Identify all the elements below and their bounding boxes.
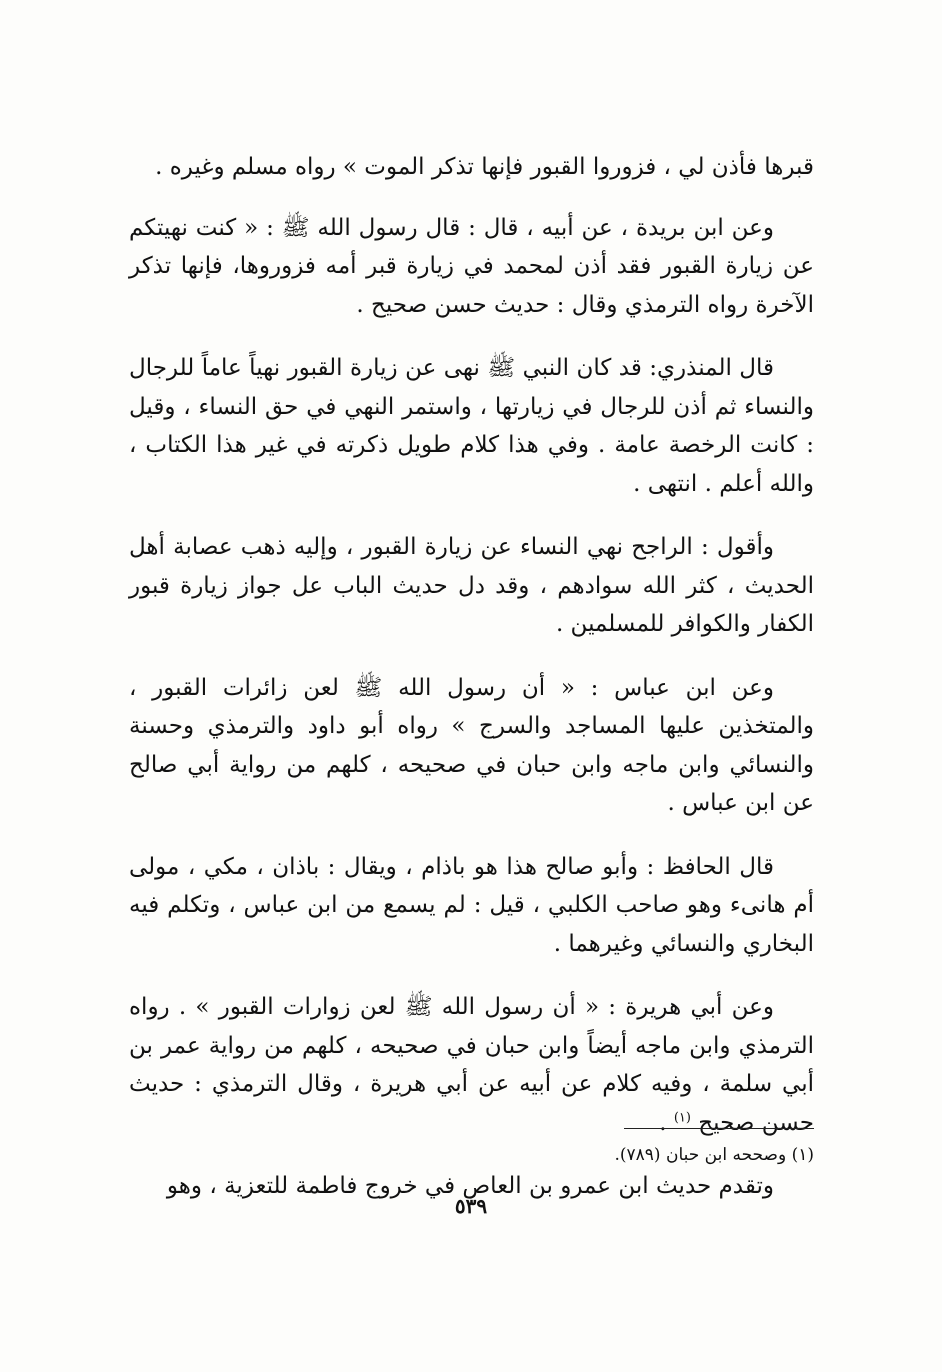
footnote-divider bbox=[624, 1128, 814, 1129]
paragraph-7-text: وعن أبي هريرة : « أن رسول الله ﷺ لعن زوارات القبور » . رواه الترمذي وابن ماجه أيضاً وابن حبان في صحيحه ، كلهم من رواية عمر بن أبي سلمة ، وفيه كلام عن أبيه عن أبي هريرة ، وقال الترمذي : حديث حسن صحيح bbox=[129, 994, 814, 1136]
paragraph-4: وأقول : الراجح نهي النساء عن زيارة القبور ، وإليه ذهب عصابة أهل الحديث ، كثر الله سوادهم ، وقد دل حديث الباب عل جواز زيارة قبور الكفار والكوافر للمسلمين . bbox=[129, 534, 814, 637]
main-text bbox=[129, 148, 814, 1231]
paragraph-1: قبرها فأذن لي ، فزوروا القبور فإنها تذكر الموت » رواه مسلم وغيره . bbox=[155, 154, 814, 180]
paragraph-3: قال المنذري: قد كان النبي ﷺ نهى عن زيارة القبور نهياً عاماً للرجال والنساء ثم أذن للرجال في زيارتها ، واستمر النهي في حق النساء ، وقيل : كانت الرخصة عامة . وفي هذا كلام طويل ذكرته في غير هذا الكتاب ، والله أعلم . انتهى . bbox=[129, 355, 814, 497]
paragraph-5: وعن ابن عباس : « أن رسول الله ﷺ لعن زائرات القبور ، والمتخذين عليها المساجد والسرج » رواه أبو داود والترمذي وحسنة والنسائي وابن ماجه وابن حبان في صحيحه ، كلهم من رواية أبي صالح عن ابن عباس . bbox=[129, 674, 814, 816]
paragraph-7 bbox=[129, 988, 814, 1142]
page-number: ٥٣٩ bbox=[454, 1194, 488, 1218]
paragraph-6: قال الحافظ : وأبو صالح هذا هو باذام ، ويقال : باذان ، مكي ، مولى أم هانىء وهو صاحب الكلبي ، قيل : لم يسمع من ابن عباس ، وتكلم فيه البخاري والنسائي وغيرهما . bbox=[129, 853, 814, 957]
footnote: (١) وصححه ابن حبان (٧٨٩). bbox=[614, 1145, 814, 1165]
paragraph-8: وتقدم حديث ابن عمرو بن العاص في خروج فاطمة للتعزية ، وهو bbox=[166, 1173, 774, 1199]
paragraph-2: وعن ابن بريدة ، عن أبيه ، قال : قال رسول الله ﷺ : « كنت نهيتكم عن زيارة القبور فقد أذن لمحمد في زيارة قبر أمه فزوروها، فإنها تذكر الآخرة رواه الترمذي وقال : حديث حسن صحيح . bbox=[129, 214, 814, 318]
footnote-reference[interactable]: (١) bbox=[673, 1109, 691, 1125]
paragraph-7-tail: . bbox=[659, 1109, 674, 1136]
